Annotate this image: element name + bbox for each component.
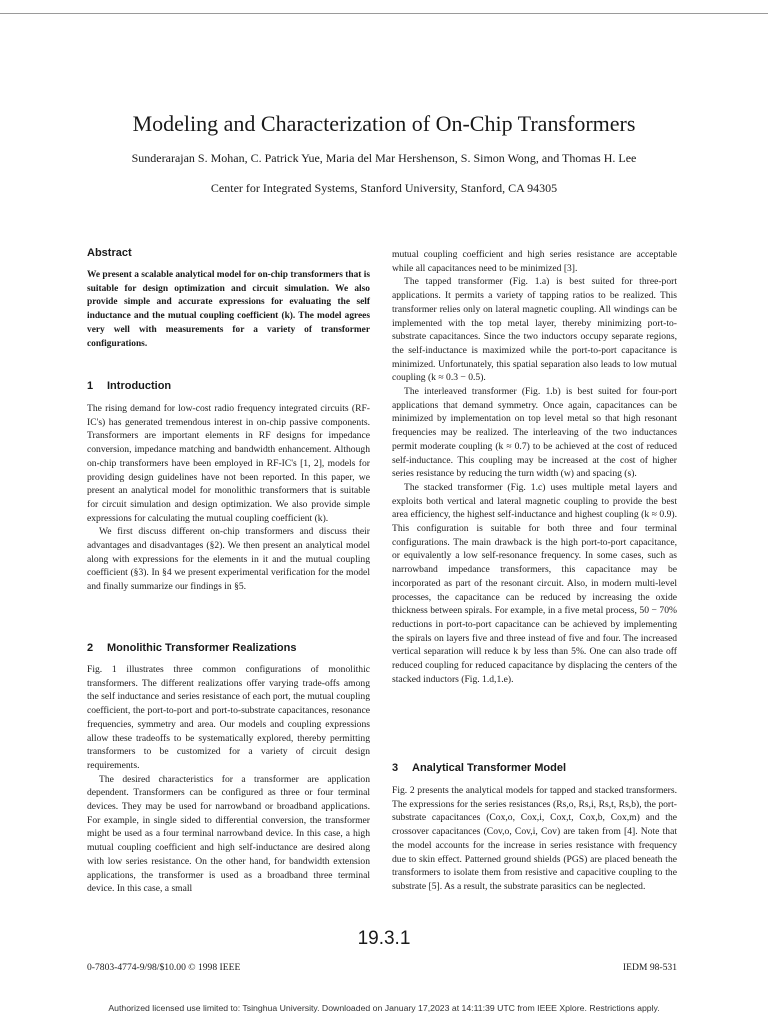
session-number: 19.3.1: [357, 928, 411, 949]
abstract-body: We present a scalable analytical model for on-chip transformers that is suitable for design optimization and circuit simulation. We also provide simple and accurate expressions for evaluating the self inductance and the mutual coupling coefficient (k). The model agrees very well with measurements for a variety of transformer configurations.: [87, 270, 370, 349]
section-heading-analytical: [392, 761, 677, 775]
paragraph: The desired characteristics for a transformer are application dependent. Transformers can be configured as three or four terminal devices. They may be used for narrowband or broadband applications. For example, in single sided to differential conversion, the transformer might be used as a four terminal narrowband device. In this case, a high mutual coupling coefficient and high self-inductance are desired along with low series resistance. On the other hand, for bandwidth extension applications, the transformer is used as a broadband three terminal device. In this case, a small: [87, 773, 370, 895]
abstract-section: [87, 246, 370, 351]
top-rule: [0, 13, 768, 14]
section-title: Introduction: [107, 380, 172, 392]
analytical-section: [392, 761, 677, 894]
section-heading-monolithic: [87, 641, 370, 655]
section-number: 3: [392, 762, 399, 774]
section-title: Analytical Transformer Model: [412, 762, 567, 774]
paragraph: The rising demand for low-cost radio frequency integrated circuits (RF-IC's) has generated tremendous interest in on-chip passive components. Transformers are important elements in RF designs for impedance conversion, impedance matching and bandwidth enhancement. Although on-chip transformers have been employed in RF-IC's [1, 2], models for providing design guidelines have not been reported. In this paper, we present an analytical model for monolithic transformers that is suitable for circuit simulation and design optimization. We also provide simple expressions for calculating the mutual coupling coefficient (k).: [87, 403, 370, 524]
right-column-text: [392, 248, 677, 687]
affiliation: Center for Integrated Systems, Stanford University, Stanford, CA 94305: [210, 181, 558, 195]
paragraph: Fig. 2 presents the analytical models for tapped and stacked transformers. The expressions for the series resistances (Rs,o, Rs,i, Rs,t, Rs,b), the port-substrate capacitances (Cox,o, Cox,i, Cox,t, Cox,b, Cox,m) and the crossover capacitances (Cov,o, Cov,i, Cov) are taken from [4]. Note that the model accounts for the increase in series resistance with frequency due to skin effect. Patterned ground shields (PGS) are placed beneath the transformers to isolate them from resistive and capacitive coupling to the substrate [5]. As a result, the substrate parasitics can be neglected.: [392, 785, 677, 892]
copyright-line: 0-7803-4774-9/98/$10.00 © 1998 IEEE: [87, 962, 241, 973]
introduction-section: [87, 379, 370, 594]
section-number: 2: [87, 642, 94, 654]
section-title: Monolithic Transformer Realizations: [107, 642, 297, 654]
author-list: Sunderarajan S. Mohan, C. Patrick Yue, Maria del Mar Hershenson, S. Simon Wong, and Thomas H. Lee: [131, 151, 637, 165]
paragraph: The interleaved transformer (Fig. 1.b) is best suited for four-port applications that demand symmetry. Once again, capacitances can be minimized by implementation on top level metal so that high resonant frequencies may be realized. The interleaving of the two inductances permit moderate coupling (k ≈ 0.7) to be achieved at the cost of reduced self-inductance. This coupling may be increased at the cost of higher series resistance by reducing the turn width (w) and spacing (s).: [392, 386, 677, 480]
paragraph: We first discuss different on-chip transformers and discuss their advantages and disadvantages (§2). We then present an analytical model along with expressions for the elements in it and the mutual coupling coefficient (§3). In §4 we present experimental verification for the model and finally summarize our findings in §5.: [87, 526, 370, 593]
paragraph: The stacked transformer (Fig. 1.c) uses multiple metal layers and exploits both vertical and lateral magnetic coupling to provide the best area efficiency, the highest self-inductance and highest coupling (k ≈ 0.9). This configuration is suitable for both three and four terminal configurations. The main drawback is the high port-to-port capacitance, or equivalently a low self-resonance frequency. In some cases, such as narrowband impedance transformers, this capacitance may be incorporated as part of the resonant circuit. Also, in modern multi-level processes, the capacitance can be reduced by increasing the oxide thickness between spirals. For example, in a five metal process, 50 − 70% reductions in port-to-port capacitance can be achieved by implementing the spirals on layers five and three instead of five and four. The increased vertical separation will reduce k by less than 5%. One can also trade off reduced coupling for reduced capacitance by displacing the centers of the stacked inductors (Fig. 1.d,1.e).: [392, 481, 677, 685]
paper-title: Modeling and Characterization of On-Chip Transformers: [132, 111, 636, 136]
authorization-notice: Authorized licensed use limited to: Tsinghua University. Downloaded on January 17,2023 at 14:11:39 UTC from IEEE Xplore. Restrictions apply.: [108, 1003, 660, 1013]
paragraph: mutual coupling coefficient and high series resistance are acceptable while all capacitances need to be minimized [3].: [392, 249, 677, 274]
section-heading-introduction: [87, 379, 370, 393]
paragraph: The tapped transformer (Fig. 1.a) is best suited for three-port applications. It permits a variety of tapping ratios to be realized. This transformer relies only on lateral magnetic coupling. All windings can be implemented with the top metal layer, thereby minimizing port-to-substrate capacitances. Since the two inductors occupy separate regions, the self-inductance is maximized while the port-to-port capacitance is minimized. Unfortunately, this spatial separation also leads to low mutual coupling (k ≈ 0.3 − 0.5).: [392, 276, 677, 384]
section-number: 1: [87, 380, 94, 392]
abstract-heading: Abstract: [87, 247, 132, 259]
monolithic-section: [87, 641, 370, 896]
paragraph: Fig. 1 illustrates three common configurations of monolithic transformers. The different realizations offer varying trade-offs among the self inductance and series resistance of each port, the mutual coupling coefficient, the port-to-port and port-to-substrate capacitances, resonance frequencies, symmetry and area. Our models and coupling expressions allow these tradeoffs to be systematically explored, thereby permitting transformers to be customized for a variety of circuit design requirements.: [87, 664, 370, 771]
page-reference: IEDM 98-531: [622, 962, 677, 973]
